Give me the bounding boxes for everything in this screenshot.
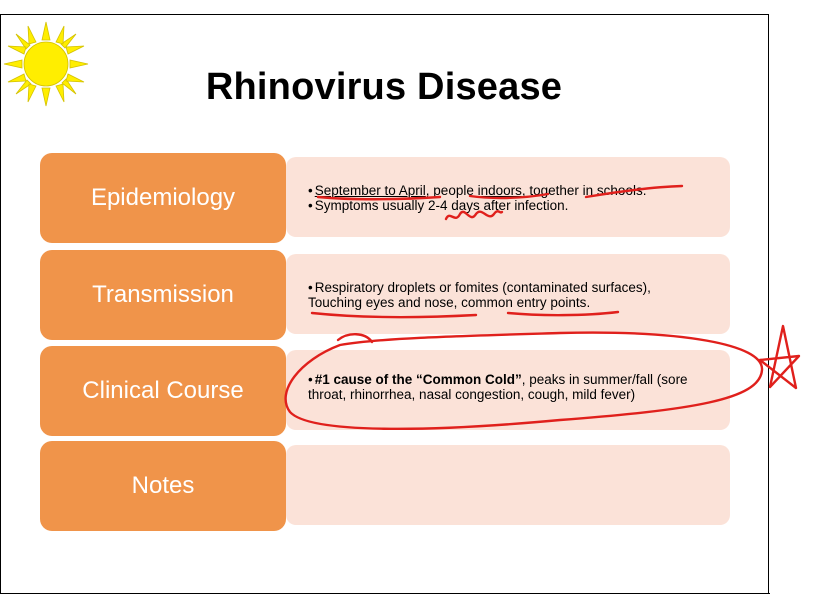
row-epidemiology [40,153,732,243]
bullet-epidemiology-2 [308,198,716,213]
text-comma: , [453,295,462,310]
slide-border-right [768,14,769,594]
content-transmission [286,254,730,334]
label-epidemiology: Epidemiology [40,153,286,243]
content-epidemiology [286,157,730,237]
text-people: , people [425,183,478,198]
bullet-epidemiology-1 [308,183,716,198]
text-droplets: Respiratory droplets or fomites (contaminated surfaces), [314,280,651,295]
text-touching: Touching eyes and nose [308,295,454,310]
slide-title: Rhinovirus Disease [205,66,563,108]
text-season: September to April [314,183,426,198]
text-schools: , together in schools. [521,183,647,198]
row-clinical-course [40,346,732,436]
row-transmission [40,250,732,340]
text-symptoms: Symptoms usually 2-4 days after infection. [314,198,569,213]
label-notes: Notes [40,441,286,531]
star-mark [760,326,799,388]
slide-border-bottom [0,593,770,594]
bullet-transmission-1 [308,280,716,295]
text-common-cold: #1 cause of the “Common Cold” [314,372,522,387]
content-text-transmission [308,280,716,310]
text-period: . [586,295,591,310]
bullet-clinical-course-1 [308,372,716,402]
text-indoors: indoors [477,183,522,198]
row-notes [40,441,732,531]
label-clinical-course: Clinical Course [40,346,286,436]
slide-border-top [0,14,769,15]
bullet-transmission-1-line2 [308,295,716,310]
sun-icon [0,18,92,110]
content-notes[interactable] [286,445,730,525]
content-text-clinical-course [308,372,716,402]
text-entry-points: common entry points [461,295,587,310]
content-clinical-course [286,350,730,430]
text-peaks: , peaks in summer/fall (sore throat, rhinorrhea, nasal congestion, cough, mild fever) [308,372,688,402]
content-text-epidemiology [308,183,716,213]
label-transmission: Transmission [40,250,286,340]
